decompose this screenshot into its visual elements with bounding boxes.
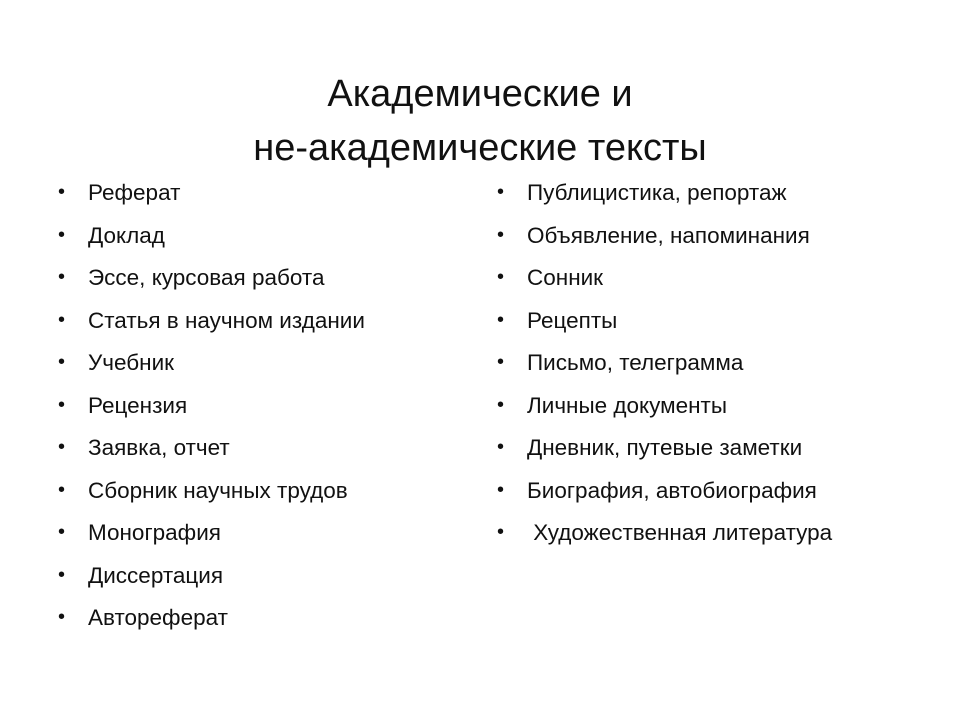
list-item [497,172,937,215]
list-item-label: Объявление, напоминания [527,222,810,248]
bullet-icon: • [58,563,66,586]
bullet-icon: • [58,351,66,373]
list-item [58,342,458,385]
list-item [58,257,458,300]
list-item-label: Учебник [88,350,175,375]
list-item [497,470,937,513]
list-item-label: Личные документы [527,392,728,418]
list-item [497,300,937,343]
bullet-icon: • [58,521,66,543]
bullet-icon: • [497,181,505,203]
list-item [58,597,458,640]
list-item [497,427,937,470]
list-item [58,172,458,215]
list-item [497,257,937,300]
bullet-icon: • [497,393,505,416]
bullet-icon: • [497,351,505,373]
list-item-label: Сборник научных трудов [88,477,348,503]
list-item-label: Биография, автобиография [527,477,817,503]
bullet-icon: • [58,181,66,203]
list-item-label: Публицистика, репортаж [527,180,787,205]
bullet-icon: • [497,266,505,288]
list-item [497,215,937,258]
slide-title [80,67,880,175]
list-item [58,555,458,598]
list-item [58,385,458,428]
bullet-icon: • [497,223,505,246]
list-item-label: Рецензия [88,392,188,418]
bullet-icon: • [58,436,66,458]
list-item [497,385,937,428]
bullet-icon: • [58,308,66,331]
list-item-label: Письмо, телеграмма [527,350,744,375]
list-item-label: Автореферат [88,605,228,630]
list-item-label: Монография [88,520,221,545]
list-item-label: Диссертация [88,562,224,588]
academic-texts-list [58,172,458,640]
list-item [58,300,458,343]
list-item-label: Статья в научном издании [88,307,365,333]
list-item-label: Реферат [88,180,181,205]
bullet-icon: • [58,393,66,416]
list-item [58,470,458,513]
bullet-icon: • [58,478,66,501]
list-item-label: Рецепты [527,307,618,333]
list-item-label: Эссе, курсовая работа [88,265,325,290]
title-line-1: Академические и [327,73,633,116]
non-academic-texts-list [497,172,937,555]
bullet-icon: • [497,436,505,458]
list-item [497,342,937,385]
list-item-label: Доклад [88,222,165,248]
list-item-label: Сонник [527,265,604,290]
bullet-icon: • [58,223,66,246]
bullet-icon: • [58,606,66,628]
list-item-label: Художественная литература [527,520,833,545]
bullet-icon: • [497,521,505,543]
list-item [58,512,458,555]
list-item [58,215,458,258]
title-line-2: не-академические тексты [253,127,707,170]
list-item [58,427,458,470]
list-item-label: Заявка, отчет [88,435,230,460]
list-item-label: Дневник, путевые заметки [527,435,803,460]
bullet-icon: • [497,478,505,501]
bullet-icon: • [58,266,66,288]
bullet-icon: • [497,308,505,331]
list-item [497,512,937,555]
